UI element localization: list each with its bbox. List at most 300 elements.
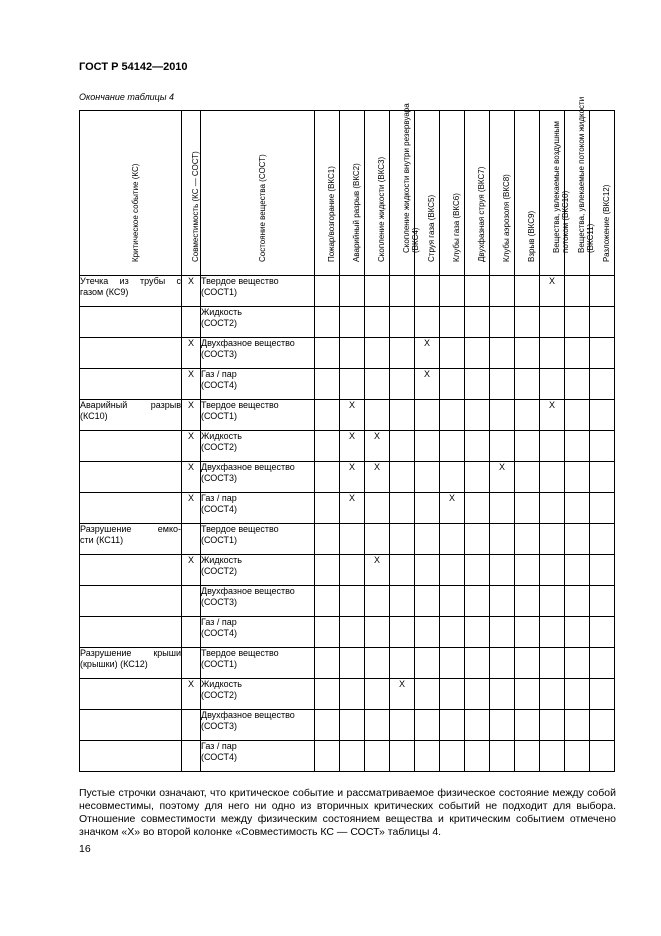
mark-cell-vks2 (340, 710, 365, 741)
mark-cell-vks7 (465, 462, 490, 493)
compat-cell (182, 524, 201, 555)
state-code: (СОСТ2) (201, 318, 237, 328)
state-cell (201, 369, 315, 400)
state-name: Газ / пар (201, 369, 237, 379)
mark-cell-vks2 (340, 586, 365, 617)
mark-cell-vks4 (390, 338, 415, 369)
mark-cell-vks8 (490, 276, 515, 307)
header-vks-text: Пожар/возгорание (ВКС1) (327, 166, 336, 262)
mark-cell-vks5 (415, 555, 440, 586)
state-cell (201, 276, 315, 307)
mark-cell-vks1 (315, 555, 340, 586)
state-code: (СОСТ4) (201, 628, 237, 638)
mark-cell-vks11 (565, 648, 590, 679)
mark-cell-vks7 (465, 648, 490, 679)
mark-cell-vks1 (315, 586, 340, 617)
mark-cell-vks5 (415, 307, 440, 338)
mark-cell-vks11 (565, 400, 590, 431)
mark-cell-vks8 (490, 679, 515, 710)
state-name: Двухфазное вещество (201, 462, 295, 472)
event-cell (80, 338, 182, 369)
mark-cell-vks12 (590, 710, 615, 741)
mark-cell-vks1 (315, 524, 340, 555)
state-cell (201, 741, 315, 772)
mark-cell-vks12 (590, 741, 615, 772)
header-cell-state (201, 111, 315, 276)
mark-cell-vks12 (590, 555, 615, 586)
mark-cell-vks6 (440, 462, 465, 493)
mark-cell-vks8 (490, 431, 515, 462)
mark-cell-vks10 (540, 493, 565, 524)
state-code: (СОСТ1) (201, 535, 237, 545)
mark-cell-vks5 (415, 524, 440, 555)
mark-cell-vks4 (390, 710, 415, 741)
mark-cell-vks8 (490, 338, 515, 369)
header-cell-compat (182, 111, 201, 276)
mark-cell-vks10 (540, 679, 565, 710)
mark-cell-vks4 (390, 617, 415, 648)
mark-cell-vks8 (490, 493, 515, 524)
header-cell-vks7 (465, 111, 490, 276)
mark-cell-vks12 (590, 431, 615, 462)
header-cell-vks10 (540, 111, 570, 276)
compat-cell (182, 586, 201, 617)
mark-cell-vks4 (390, 400, 415, 431)
table-row (80, 493, 615, 524)
mark-cell-vks3 (365, 369, 390, 400)
state-cell (201, 710, 315, 741)
mark-cell-vks1 (315, 369, 340, 400)
mark-cell-vks10 (540, 307, 565, 338)
mark-cell-vks4: X (390, 679, 415, 710)
state-code: (СОСТ4) (201, 504, 237, 514)
header-cell-vks12 (590, 111, 615, 276)
mark-cell-vks1 (315, 431, 340, 462)
header-cell-vks1 (315, 111, 340, 276)
mark-cell-vks5 (415, 710, 440, 741)
header-cell-vks9 (515, 111, 540, 276)
event-cell (80, 462, 182, 493)
header-cell-vks8 (490, 111, 515, 276)
mark-cell-vks9 (515, 493, 540, 524)
mark-cell-vks6 (440, 617, 465, 648)
state-code: (СОСТ3) (201, 597, 237, 607)
event-cell (80, 555, 182, 586)
mark-cell-vks2: X (340, 400, 365, 431)
state-cell (201, 679, 315, 710)
compat-cell (182, 741, 201, 772)
mark-cell-vks11 (565, 586, 590, 617)
mark-cell-vks1 (315, 679, 340, 710)
header-vks-text: Клубы газа (ВКС6) (452, 193, 461, 262)
mark-cell-vks1 (315, 338, 340, 369)
header-vks-text: Клубы аэрозоля (ВКС8) (502, 174, 511, 262)
mark-cell-vks9 (515, 369, 540, 400)
state-code: (СОСТ2) (201, 442, 237, 452)
mark-cell-vks2 (340, 648, 365, 679)
event-cell (80, 369, 182, 400)
mark-cell-vks4 (390, 493, 415, 524)
mark-cell-vks10 (540, 462, 565, 493)
event-cell (80, 400, 182, 431)
mark-cell-vks12 (590, 586, 615, 617)
mark-cell-vks12 (590, 679, 615, 710)
mark-cell-vks5 (415, 586, 440, 617)
state-cell (201, 431, 315, 462)
state-code: (СОСТ2) (201, 566, 237, 576)
table-row (80, 679, 615, 710)
mark-cell-vks3: X (365, 555, 390, 586)
mark-cell-vks9 (515, 524, 540, 555)
mark-cell-vks12 (590, 400, 615, 431)
mark-cell-vks6 (440, 524, 465, 555)
mark-cell-vks7 (465, 307, 490, 338)
mark-cell-vks10 (540, 524, 565, 555)
mark-cell-vks2 (340, 307, 365, 338)
state-name: Жидкость (201, 431, 242, 441)
mark-cell-vks6 (440, 369, 465, 400)
mark-cell-vks2 (340, 369, 365, 400)
state-code: (СОСТ3) (201, 473, 237, 483)
compat-cell: X (182, 369, 201, 400)
mark-cell-vks8 (490, 400, 515, 431)
table-row (80, 307, 615, 338)
mark-cell-vks7 (465, 276, 490, 307)
event-cell (80, 679, 182, 710)
mark-cell-vks2: X (340, 462, 365, 493)
mark-cell-vks2 (340, 555, 365, 586)
mark-cell-vks6 (440, 555, 465, 586)
state-cell (201, 586, 315, 617)
mark-cell-vks9 (515, 400, 540, 431)
mark-cell-vks10 (540, 741, 565, 772)
header-cell-vks5 (415, 111, 440, 276)
compat-cell: X (182, 462, 201, 493)
compat-cell (182, 648, 201, 679)
document-header: ГОСТ Р 54142—2010 (79, 61, 188, 73)
mark-cell-vks2: X (340, 493, 365, 524)
mark-cell-vks5: X (415, 369, 440, 400)
event-name-line2: (КС10) (80, 411, 108, 421)
mark-cell-vks1 (315, 276, 340, 307)
mark-cell-vks8 (490, 586, 515, 617)
state-name: Жидкость (201, 679, 242, 689)
mark-cell-vks7 (465, 555, 490, 586)
mark-cell-vks6: X (440, 493, 465, 524)
state-name: Двухфазное вещество (201, 710, 295, 720)
header-cell-event (80, 111, 182, 276)
event-cell (80, 710, 182, 741)
state-code: (СОСТ3) (201, 349, 237, 359)
mark-cell-vks2: X (340, 431, 365, 462)
mark-cell-vks2 (340, 524, 365, 555)
event-name-line1: Разрушение емко- (80, 524, 181, 534)
mark-cell-vks5 (415, 431, 440, 462)
mark-cell-vks9 (515, 617, 540, 648)
event-name-line2: (крышки) (КС12) (80, 659, 148, 669)
mark-cell-vks1 (315, 493, 340, 524)
mark-cell-vks2 (340, 679, 365, 710)
state-cell (201, 555, 315, 586)
mark-cell-vks9 (515, 431, 540, 462)
mark-cell-vks5 (415, 400, 440, 431)
mark-cell-vks5: X (415, 338, 440, 369)
state-code: (СОСТ3) (201, 721, 237, 731)
state-cell (201, 400, 315, 431)
mark-cell-vks6 (440, 276, 465, 307)
mark-cell-vks11 (565, 679, 590, 710)
mark-cell-vks2 (340, 338, 365, 369)
event-cell (80, 617, 182, 648)
mark-cell-vks12 (590, 307, 615, 338)
table-row (80, 462, 615, 493)
mark-cell-vks3 (365, 586, 390, 617)
mark-cell-vks9 (515, 338, 540, 369)
compat-cell: X (182, 338, 201, 369)
header-vks-text: Струя газа (ВКС5) (427, 194, 436, 262)
header-vks-text: Двухфазная струя (ВКС7) (477, 166, 486, 262)
mark-cell-vks9 (515, 276, 540, 307)
compat-cell (182, 307, 201, 338)
mark-cell-vks10 (540, 431, 565, 462)
header-cell-vks2 (340, 111, 365, 276)
mark-cell-vks3 (365, 741, 390, 772)
mark-cell-vks1 (315, 710, 340, 741)
event-cell (80, 276, 182, 307)
mark-cell-vks9 (515, 648, 540, 679)
table-row (80, 369, 615, 400)
mark-cell-vks9 (515, 555, 540, 586)
mark-cell-vks4 (390, 648, 415, 679)
mark-cell-vks10 (540, 648, 565, 679)
event-name-line2: газом (КС9) (80, 287, 129, 297)
mark-cell-vks4 (390, 307, 415, 338)
mark-cell-vks6 (440, 648, 465, 679)
mark-cell-vks2 (340, 276, 365, 307)
table-row (80, 431, 615, 462)
mark-cell-vks4 (390, 524, 415, 555)
mark-cell-vks9 (515, 462, 540, 493)
mark-cell-vks6 (440, 307, 465, 338)
mark-cell-vks6 (440, 679, 465, 710)
header-cell-vks11 (565, 96, 595, 276)
mark-cell-vks4 (390, 369, 415, 400)
compat-cell (182, 710, 201, 741)
mark-cell-vks1 (315, 400, 340, 431)
compat-cell: X (182, 493, 201, 524)
mark-cell-vks10 (540, 555, 565, 586)
event-cell (80, 307, 182, 338)
mark-cell-vks8 (490, 710, 515, 741)
event-name-line1: Утечка из трубы с (80, 276, 181, 286)
mark-cell-vks8 (490, 307, 515, 338)
compat-cell: X (182, 555, 201, 586)
state-name: Газ / пар (201, 617, 237, 627)
compat-cell: X (182, 431, 201, 462)
compat-cell: X (182, 400, 201, 431)
page-number: 16 (79, 843, 91, 855)
state-cell (201, 648, 315, 679)
header-event-text: Критическое событие (КС) (130, 163, 140, 262)
mark-cell-vks12 (590, 338, 615, 369)
mark-cell-vks7 (465, 586, 490, 617)
mark-cell-vks6 (440, 338, 465, 369)
mark-cell-vks6 (440, 431, 465, 462)
mark-cell-vks3: X (365, 431, 390, 462)
mark-cell-vks4 (390, 276, 415, 307)
mark-cell-vks8 (490, 369, 515, 400)
table-caption: Окончание таблицы 4 (79, 92, 174, 102)
mark-cell-vks5 (415, 276, 440, 307)
mark-cell-vks6 (440, 400, 465, 431)
header-cell-vks4 (390, 103, 420, 276)
table-row (80, 741, 615, 772)
mark-cell-vks9 (515, 586, 540, 617)
mark-cell-vks1 (315, 648, 340, 679)
mark-cell-vks8 (490, 648, 515, 679)
mark-cell-vks7 (465, 493, 490, 524)
header-vks-text: Вещества, увлекаемые воздушным потоком (ВКС10) (552, 121, 570, 253)
mark-cell-vks3: X (365, 462, 390, 493)
mark-cell-vks11 (565, 493, 590, 524)
mark-cell-vks7 (465, 679, 490, 710)
mark-cell-vks5 (415, 679, 440, 710)
mark-cell-vks8 (490, 524, 515, 555)
mark-cell-vks7 (465, 369, 490, 400)
state-name: Двухфазное вещество (201, 586, 295, 596)
mark-cell-vks3 (365, 493, 390, 524)
mark-cell-vks10: X (540, 276, 565, 307)
mark-cell-vks9 (515, 307, 540, 338)
mark-cell-vks3 (365, 276, 390, 307)
state-name: Твердое вещество (201, 648, 279, 658)
mark-cell-vks12 (590, 617, 615, 648)
mark-cell-vks11 (565, 369, 590, 400)
mark-cell-vks4 (390, 586, 415, 617)
mark-cell-vks11 (565, 462, 590, 493)
state-code: (СОСТ1) (201, 287, 237, 297)
event-cell (80, 524, 182, 555)
mark-cell-vks9 (515, 710, 540, 741)
event-cell (80, 741, 182, 772)
mark-cell-vks4 (390, 555, 415, 586)
mark-cell-vks1 (315, 307, 340, 338)
mark-cell-vks11 (565, 710, 590, 741)
mark-cell-vks1 (315, 741, 340, 772)
state-name: Жидкость (201, 307, 242, 317)
event-name-line1: Аварийный разрыв (80, 400, 181, 410)
mark-cell-vks7 (465, 741, 490, 772)
state-code: (СОСТ1) (201, 411, 237, 421)
mark-cell-vks12 (590, 648, 615, 679)
mark-cell-vks4 (390, 741, 415, 772)
mark-cell-vks11 (565, 741, 590, 772)
mark-cell-vks6 (440, 741, 465, 772)
mark-cell-vks5 (415, 462, 440, 493)
mark-cell-vks7 (465, 710, 490, 741)
mark-cell-vks12 (590, 462, 615, 493)
state-cell (201, 493, 315, 524)
compat-cell: X (182, 679, 201, 710)
state-name: Жидкость (201, 555, 242, 565)
mark-cell-vks10 (540, 710, 565, 741)
mark-cell-vks3 (365, 307, 390, 338)
state-cell (201, 617, 315, 648)
event-cell (80, 648, 182, 679)
mark-cell-vks7 (465, 338, 490, 369)
header-vks-text: Вещества, увлекаемые потоком жидкости (ВКС11) (577, 96, 595, 253)
event-cell (80, 493, 182, 524)
mark-cell-vks3 (365, 648, 390, 679)
mark-cell-vks3 (365, 524, 390, 555)
mark-cell-vks7 (465, 400, 490, 431)
mark-cell-vks8 (490, 741, 515, 772)
state-cell (201, 524, 315, 555)
mark-cell-vks11 (565, 307, 590, 338)
mark-cell-vks7 (465, 431, 490, 462)
mark-cell-vks12 (590, 493, 615, 524)
state-name: Двухфазное вещество (201, 338, 295, 348)
mark-cell-vks10 (540, 338, 565, 369)
mark-cell-vks5 (415, 648, 440, 679)
mark-cell-vks3 (365, 338, 390, 369)
mark-cell-vks7 (465, 524, 490, 555)
mark-cell-vks5 (415, 617, 440, 648)
mark-cell-vks5 (415, 493, 440, 524)
compat-cell (182, 617, 201, 648)
state-name: Твердое вещество (201, 524, 279, 534)
mark-cell-vks8 (490, 617, 515, 648)
table-row (80, 276, 615, 307)
event-cell (80, 586, 182, 617)
mark-cell-vks12 (590, 369, 615, 400)
mark-cell-vks2 (340, 741, 365, 772)
mark-cell-vks9 (515, 679, 540, 710)
header-vks-text: Скопление жидкости (ВКС3) (377, 156, 386, 262)
state-cell (201, 307, 315, 338)
mark-cell-vks6 (440, 710, 465, 741)
mark-cell-vks9 (515, 741, 540, 772)
state-cell (201, 338, 315, 369)
mark-cell-vks4 (390, 431, 415, 462)
table-row (80, 524, 615, 555)
mark-cell-vks10 (540, 586, 565, 617)
mark-cell-vks12 (590, 524, 615, 555)
table-row (80, 617, 615, 648)
table-row (80, 586, 615, 617)
header-state-text: Состояние вещества (СОСТ) (257, 154, 267, 262)
table-row (80, 338, 615, 369)
mark-cell-vks4 (390, 462, 415, 493)
state-code: (СОСТ4) (201, 380, 237, 390)
mark-cell-vks3 (365, 710, 390, 741)
compat-cell: X (182, 276, 201, 307)
mark-cell-vks8 (490, 555, 515, 586)
state-name: Газ / пар (201, 741, 237, 751)
header-vks-text: Скопление жидкости внутри резервуара (ВКС4) (402, 103, 420, 253)
mark-cell-vks6 (440, 586, 465, 617)
header-cell-vks6 (440, 111, 465, 276)
mark-cell-vks11 (565, 431, 590, 462)
header-vks-text: Аварийный разрыв (ВКС2) (352, 163, 361, 262)
state-code: (СОСТ2) (201, 690, 237, 700)
mark-cell-vks10 (540, 617, 565, 648)
state-cell (201, 462, 315, 493)
mark-cell-vks5 (415, 741, 440, 772)
mark-cell-vks1 (315, 462, 340, 493)
table-row (80, 710, 615, 741)
mark-cell-vks3 (365, 400, 390, 431)
